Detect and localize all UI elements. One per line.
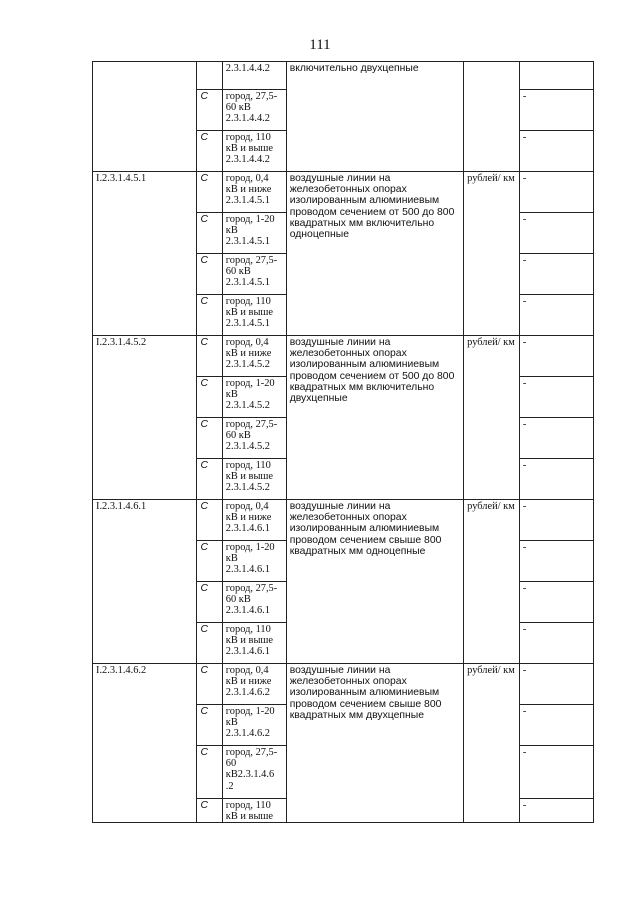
category-cell: С [197,623,222,664]
table-row [93,336,594,377]
category-cell: С [197,541,222,582]
subcode-cell: город, 0,4 кВ и ниже 2.3.1.4.6.1 [222,500,286,541]
code-cell [93,62,197,172]
unit-cell: рублей/ км [464,500,520,664]
unit-cell [464,62,520,172]
value-cell: - [519,459,593,500]
subcode-cell: город, 27,5-60 кВ 2.3.1.4.6.1 [222,582,286,623]
value-cell: - [519,664,593,705]
subcode-cell: город, 27,5-60 кВ 2.3.1.4.4.2 [222,90,286,131]
category-cell: С [197,295,222,336]
value-cell: - [519,377,593,418]
category-cell: С [197,336,222,377]
value-cell: - [519,582,593,623]
value-cell: - [519,131,593,172]
code-cell: I.2.3.1.4.6.1 [93,500,197,664]
subcode-cell: город, 1-20 кВ 2.3.1.4.6.2 [222,705,286,746]
value-cell: - [519,500,593,541]
value-cell: - [519,90,593,131]
table-row [93,172,594,213]
subcode-cell: город, 110 кВ и выше 2.3.1.4.5.2 [222,459,286,500]
category-cell: С [197,377,222,418]
category-cell: С [197,799,222,823]
table-row [93,62,594,90]
unit-cell: рублей/ км [464,664,520,823]
value-cell: - [519,746,593,799]
subcode-cell: город, 0,4 кВ и ниже 2.3.1.4.5.2 [222,336,286,377]
subcode-cell: город, 110 кВ и выше 2.3.1.4.4.2 [222,131,286,172]
category-cell: С [197,746,222,799]
category-cell: С [197,172,222,213]
category-cell: С [197,418,222,459]
subcode-cell: город, 0,4 кВ и ниже 2.3.1.4.6.2 [222,664,286,705]
value-cell: - [519,172,593,213]
code-cell: I.2.3.1.4.6.2 [93,664,197,823]
value-cell [519,62,593,90]
value-cell: - [519,336,593,377]
category-cell: С [197,131,222,172]
subcode-cell: город, 1-20 кВ 2.3.1.4.5.2 [222,377,286,418]
subcode-cell: город, 110 кВ и выше [222,799,286,823]
subcode-cell: город, 27,5-60 кВ 2.3.1.4.5.1 [222,254,286,295]
subcode-cell: город, 27,5-60 кВ2.3.1.4.6 .2 [222,746,286,799]
page-number: 111 [309,37,331,53]
subcode-cell: город, 110 кВ и выше 2.3.1.4.6.1 [222,623,286,664]
table-row [93,664,594,705]
subcode-cell: город, 1-20 кВ 2.3.1.4.6.1 [222,541,286,582]
category-cell: С [197,213,222,254]
category-cell: С [197,664,222,705]
subcode-cell: город, 0,4 кВ и ниже 2.3.1.4.5.1 [222,172,286,213]
category-cell: С [197,90,222,131]
value-cell: - [519,295,593,336]
description-cell: воздушные линии на железобетонных опорах изолированным алюминиевым проводом сечением свыше 800 квадратных мм двухцепные [286,664,463,823]
value-cell: - [519,799,593,823]
value-cell: - [519,254,593,295]
unit-cell: рублей/ км [464,336,520,500]
description-cell: включительно двухцепные [286,62,463,172]
description-cell: воздушные линии на железобетонных опорах изолированным алюминиевым проводом сечением от 500 до 800 квадратных мм включительно одноцепные [286,172,463,336]
category-cell: С [197,254,222,295]
subcode-cell: город, 27,5-60 кВ 2.3.1.4.5.2 [222,418,286,459]
code-cell: I.2.3.1.4.5.1 [93,172,197,336]
value-cell: - [519,213,593,254]
subcode-cell: город, 1-20 кВ 2.3.1.4.5.1 [222,213,286,254]
tariff-table [92,61,594,823]
category-cell: С [197,500,222,541]
category-cell: С [197,705,222,746]
value-cell: - [519,705,593,746]
description-cell: воздушные линии на железобетонных опорах изолированным алюминиевым проводом сечением от 500 до 800 квадратных мм включительно двухцепные [286,336,463,500]
category-cell: С [197,582,222,623]
value-cell: - [519,623,593,664]
table-row [93,500,594,541]
unit-cell: рублей/ км [464,172,520,336]
category-cell [197,62,222,90]
subcode-cell: 2.3.1.4.4.2 [222,62,286,90]
value-cell: - [519,418,593,459]
value-cell: - [519,541,593,582]
category-cell: С [197,459,222,500]
description-cell: воздушные линии на железобетонных опорах изолированным алюминиевым проводом сечением свыше 800 квадратных мм одноцепные [286,500,463,664]
subcode-cell: город, 110 кВ и выше 2.3.1.4.5.1 [222,295,286,336]
code-cell: I.2.3.1.4.5.2 [93,336,197,500]
